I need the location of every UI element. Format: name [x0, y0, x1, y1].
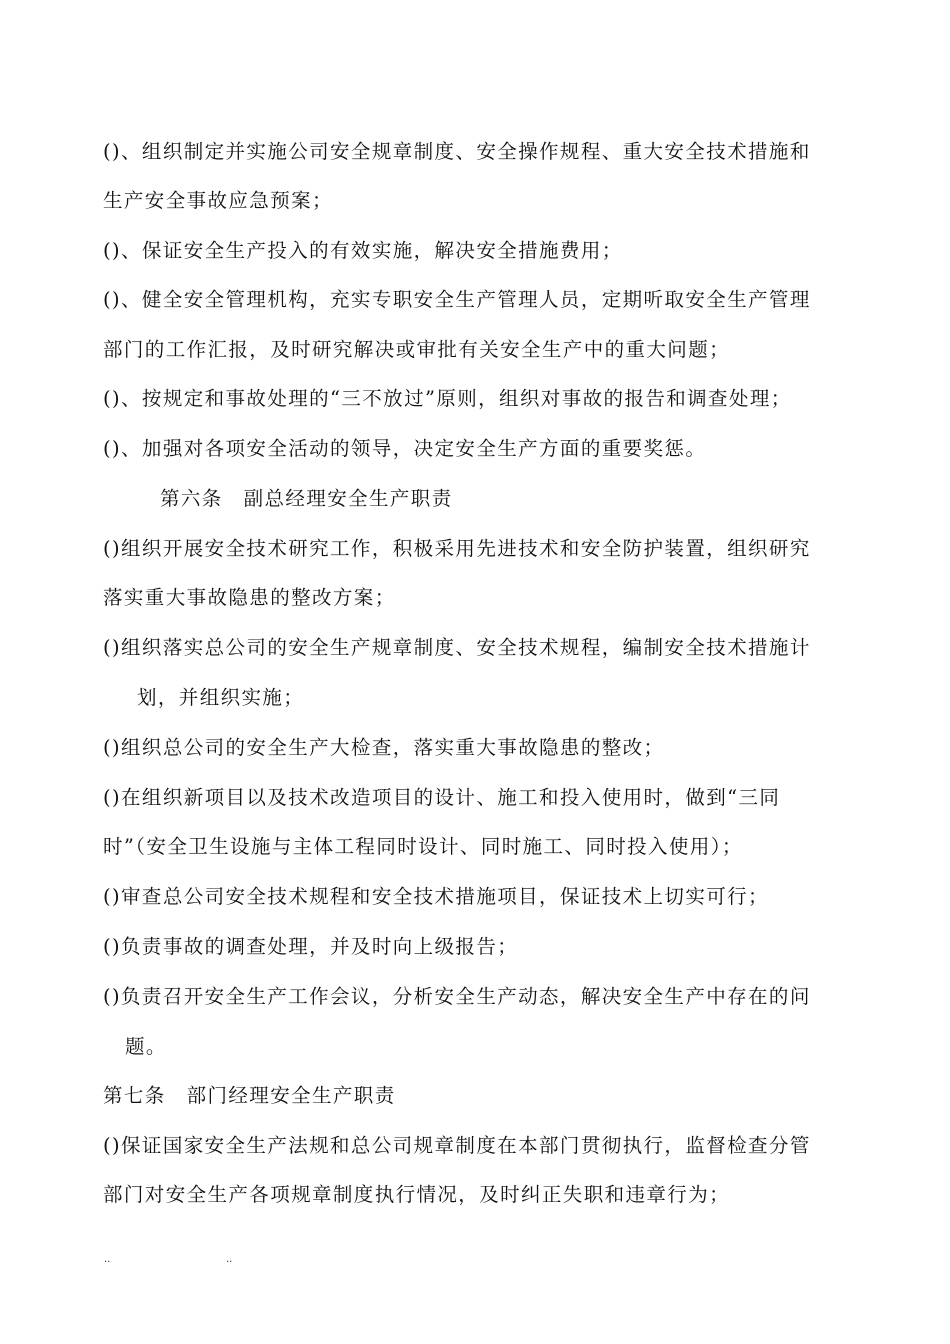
text-line: 题。	[125, 1035, 167, 1058]
text-line: ()负责召开安全生产工作会议，分析安全生产动态，解决安全生产中存在的问	[103, 985, 811, 1008]
text-line: ()负责事故的调查处理，并及时向上级报告；	[103, 935, 519, 958]
text-line: 落实重大事故隐患的整改方案；	[103, 586, 396, 609]
footer-mark: ..	[226, 1254, 233, 1265]
text-line: ()、保证安全生产投入的有效实施，解决安全措施费用；	[103, 239, 623, 262]
text-line: 时”（安全卫生设施与主体工程同时设计、同时施工、同时投入使用）；	[103, 835, 743, 858]
text-line: ()组织落实总公司的安全生产规章制度、安全技术规程，编制安全技术措施计	[103, 636, 811, 659]
text-line: ()审查总公司安全技术规程和安全技术措施项目，保证技术上切实可行；	[103, 885, 769, 908]
text-line: ()、按规定和事故处理的“三不放过”原则，组织对事故的报告和调查处理；	[103, 387, 792, 410]
text-line: ()、健全安全管理机构，充实专职安全生产管理人员，定期听取安全生产管理	[103, 288, 811, 311]
section-heading: 第七条 部门经理安全生产职责	[103, 1084, 396, 1107]
text-line: ()在组织新项目以及技术改造项目的设计、施工和投入使用时，做到“三同	[103, 786, 781, 809]
section-heading: 第六条 副总经理安全生产职责	[160, 487, 453, 510]
text-line: ()、加强对各项安全活动的领导，决定安全生产方面的重要奖惩。	[103, 437, 707, 460]
footer-mark: ..	[104, 1254, 111, 1265]
text-line: 划，并组织实施；	[137, 686, 305, 709]
text-line: 部门的工作汇报，及时研究解决或审批有关安全生产中的重大问题；	[103, 338, 731, 361]
text-line: ()组织开展安全技术研究工作，积极采用先进技术和安全防护装置，组织研究	[103, 537, 811, 560]
text-line: 生产安全事故应急预案；	[103, 189, 333, 212]
text-line: ()保证国家安全生产法规和总公司规章制度在本部门贯彻执行，监督检查分管	[103, 1134, 811, 1157]
text-line: 部门对安全生产各项规章制度执行情况，及时纠正失职和违章行为；	[103, 1183, 731, 1206]
text-line: ()组织总公司的安全生产大检查，落实重大事故隐患的整改；	[103, 736, 665, 759]
text-line: ()、组织制定并实施公司安全规章制度、安全操作规程、重大安全技术措施和	[103, 140, 811, 163]
